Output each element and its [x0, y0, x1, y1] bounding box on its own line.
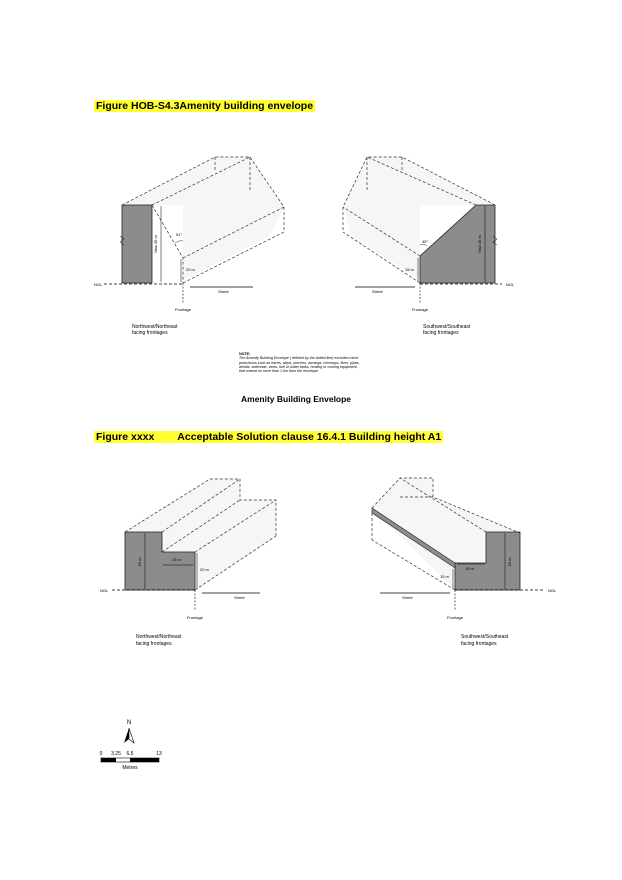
fig2-right-street: Street	[402, 595, 413, 600]
fig1-left-diagram	[104, 157, 284, 303]
fig2-right-ngl: NGL	[548, 588, 557, 593]
fig2-right-setback: 15 m	[465, 566, 474, 571]
fig1-right-frontage: Frontage	[411, 307, 429, 312]
fig2-left-caption-1: Northwest/Northeast	[136, 634, 182, 640]
fig2-left-height: 30 m	[137, 557, 142, 567]
scale-tick-0: 0	[99, 751, 103, 757]
fig2-left-frontage: Frontage	[186, 615, 204, 620]
fig2-right-diagram	[372, 478, 545, 610]
fig1-right-ngl: NGL	[506, 282, 515, 287]
fig1-left-max-height: Max 45 m	[153, 235, 158, 253]
fig2-right-caption-2: facing frontages	[461, 641, 497, 647]
fig2-left-caption-2: facing frontages	[136, 641, 172, 647]
note-text: The Amenity Building Envelope ( defined by the dotted line) excludes minor protrusions such as eaves, steps, porches, awnings, chimneys, flues, pipes, aerials, antennae, vents, fuel or water tanks, heating or cooling equipment, that extend no more than 1.0m from the envelope.	[239, 356, 360, 374]
north-label: N	[126, 720, 132, 726]
amenity-envelope-heading: Amenity Building Envelope	[241, 394, 352, 404]
note-heading: NOTE:	[239, 352, 251, 356]
scale-tick-1: 3.25	[111, 751, 121, 757]
fig1-left-ngl: NGL	[94, 282, 103, 287]
fig1-right-max-height: Max 45 m	[477, 235, 482, 253]
fig1-right-caption-2: facing frontages	[423, 330, 459, 336]
scale-tick-3: 13	[156, 751, 162, 757]
fig2-right-caption-1: Southwest/Southeast	[461, 634, 509, 640]
fig1-right-angle: 45°	[422, 239, 429, 244]
scale-unit: Metres	[122, 765, 138, 771]
figure-1-title: Figure HOB-S4.3Amenity building envelope	[96, 100, 314, 112]
fig1-left-angle-arc	[175, 241, 183, 243]
fig2-left-setback: 15 m	[172, 557, 181, 562]
fig2-right-frontage: Frontage	[446, 615, 464, 620]
fig1-left-building-wall	[122, 205, 152, 283]
scale-tick-2: 6.5	[126, 751, 134, 757]
fig2-left-ngl: NGL	[100, 588, 109, 593]
fig1-left-frontage: Frontage	[174, 307, 192, 312]
fig1-right-building-wall	[420, 205, 495, 283]
fig1-left-street: Street	[218, 289, 229, 294]
fig2-left-wall-height: 20 m	[200, 567, 209, 572]
fig1-right-street: Street	[372, 289, 383, 294]
fig2-right-height: 30 m	[507, 557, 512, 567]
fig2-left-street: Street	[234, 595, 245, 600]
fig2-left-diagram	[112, 479, 276, 610]
fig1-right-diagram	[343, 157, 502, 303]
fig2-right-wall-height: 15 m	[440, 574, 449, 579]
fig1-right-caption-1: Southwest/Southeast	[423, 324, 471, 330]
fig1-left-caption-2: facing frontages	[132, 330, 168, 336]
fig1-left-angle: 51°	[176, 232, 183, 237]
fig1-left-caption-1: Northwest/Northeast	[132, 324, 178, 330]
fig1-left-wall-height: 20 m	[186, 267, 195, 272]
fig1-right-angle-arc	[420, 244, 427, 246]
figure-2-title: Figure xxxx Acceptable Solution clause 16.4.1 Building height A1	[96, 431, 442, 443]
north-arrow-icon	[124, 728, 134, 743]
fig1-right-wall-height: 15 m	[405, 267, 414, 272]
scale-bar	[101, 758, 159, 762]
